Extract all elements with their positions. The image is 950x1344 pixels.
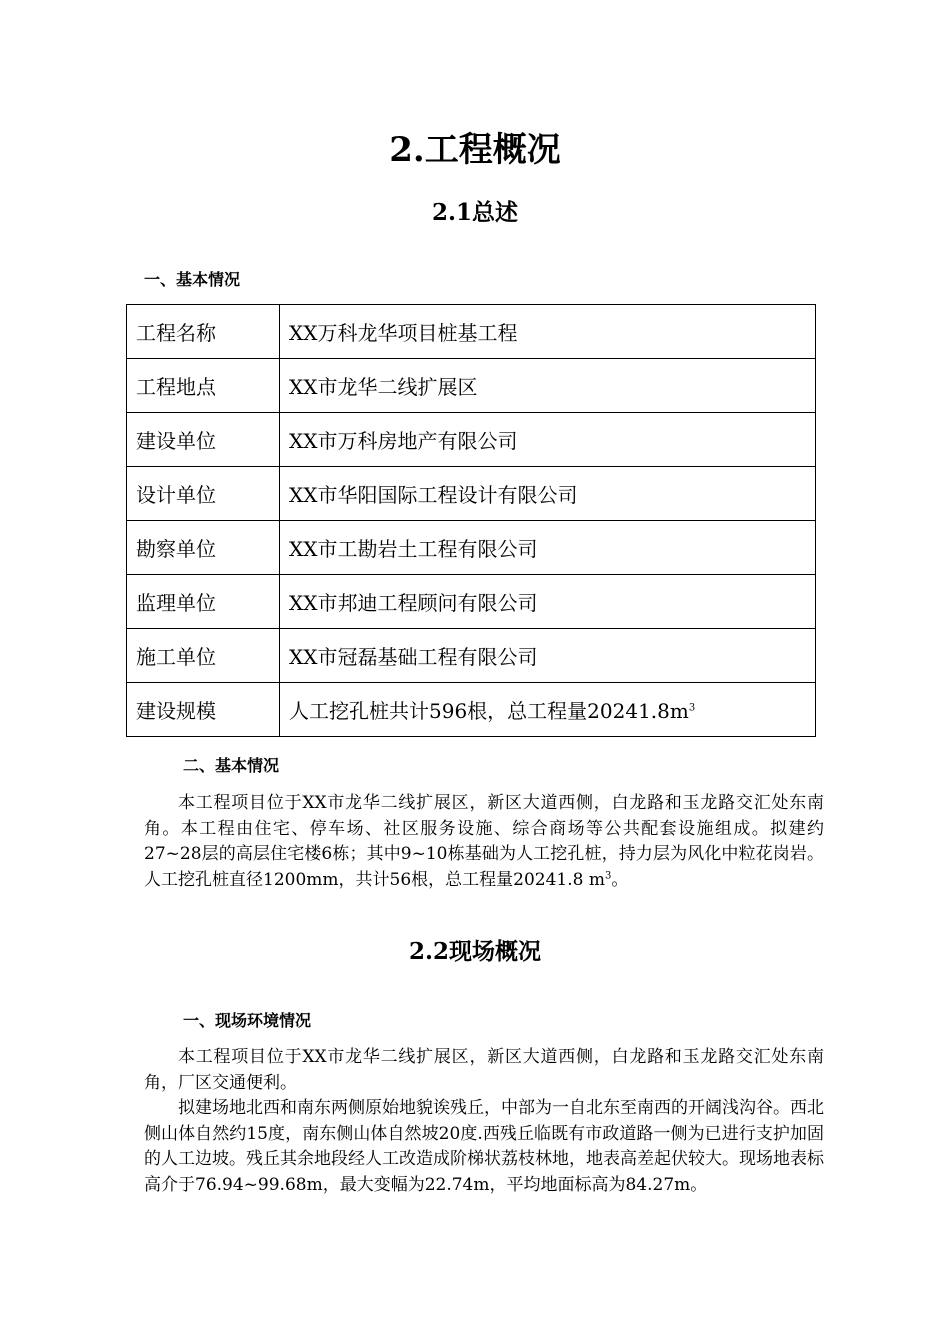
table-row <box>127 413 816 467</box>
table-cell-label: 工程名称 <box>127 305 280 359</box>
table-cell-value: XX市龙华二线扩展区 <box>280 359 816 413</box>
basic-info-heading: 一、基本情况 <box>144 270 241 289</box>
table-cell-value <box>280 683 816 737</box>
site-paragraphs <box>144 1045 824 1198</box>
cubic-superscript: 3 <box>688 702 696 714</box>
table-cell-value: XX万科龙华项目桩基工程 <box>280 305 816 359</box>
table-row <box>127 305 816 359</box>
table-cell-value: XX市冠磊基础工程有限公司 <box>280 629 816 683</box>
table-cell-label: 施工单位 <box>127 629 280 683</box>
table-row <box>127 521 816 575</box>
site-paragraph-1: 本工程项目位于XX市龙华二线扩展区，新区大道西侧，白龙路和玉龙路交汇处东南角，厂区交通便利。 <box>144 1047 824 1093</box>
section-heading-site: 2.2现场概况 <box>408 938 541 965</box>
overview-paragraph-end: 。 <box>611 869 629 890</box>
table-cell-value: XX市邦迪工程顾问有限公司 <box>280 575 816 629</box>
table-row <box>127 359 816 413</box>
table-cell-value: XX市工勘岩土工程有限公司 <box>280 521 816 575</box>
table-cell-value: XX市万科房地产有限公司 <box>280 413 816 467</box>
table-cell-label: 建设单位 <box>127 413 280 467</box>
overview-paragraph <box>144 791 824 893</box>
table-cell-label: 建设规模 <box>127 683 280 737</box>
project-info-table <box>126 304 816 737</box>
basic-info-heading-2: 二、基本情况 <box>183 756 280 775</box>
table-cell-value: XX市华阳国际工程设计有限公司 <box>280 467 816 521</box>
table-row <box>127 629 816 683</box>
scale-text: 人工挖孔桩共计596根，总工程量20241.8m <box>289 699 689 723</box>
table-row <box>127 575 816 629</box>
cubic-superscript: 3 <box>604 869 612 881</box>
table-row <box>127 467 816 521</box>
site-env-heading: 一、现场环境情况 <box>183 1011 312 1030</box>
table-cell-label: 设计单位 <box>127 467 280 521</box>
page-title: 2.工程概况 <box>389 130 561 170</box>
table-cell-label: 勘察单位 <box>127 521 280 575</box>
table-cell-label: 监理单位 <box>127 575 280 629</box>
table-row <box>127 683 816 737</box>
section-heading-overview: 2.1总述 <box>431 199 518 226</box>
table-cell-label: 工程地点 <box>127 359 280 413</box>
site-paragraph-2: 拟建场地北西和南东两侧原始地貌诶残丘，中部为一自北东至南西的开阔浅沟谷。西北侧山体自然约15度，南东侧山体自然坡20度.西残丘临既有市政道路一侧为已进行支护加固的人工边坡。残丘其余地段经人工改造成阶梯状荔枝林地，地表高差起伏较大。现场地表标高介于76.94~99.68m，最大变幅为22.74m，平均地面标高为84.27m。 <box>144 1098 824 1195</box>
overview-paragraph-text: 本工程项目位于XX市龙华二线扩展区，新区大道西侧，白龙路和玉龙路交汇处东南角。本工程由住宅、停车场、社区服务设施、综合商场等公共配套设施组成。拟建约27~28层的高层住宅楼6栋；其中9~10栋基础为人工挖孔桩，持力层为风化中粒花岗岩。人工挖孔桩直径1200mm，共计56根，总工程量20241.8 m <box>144 793 824 890</box>
